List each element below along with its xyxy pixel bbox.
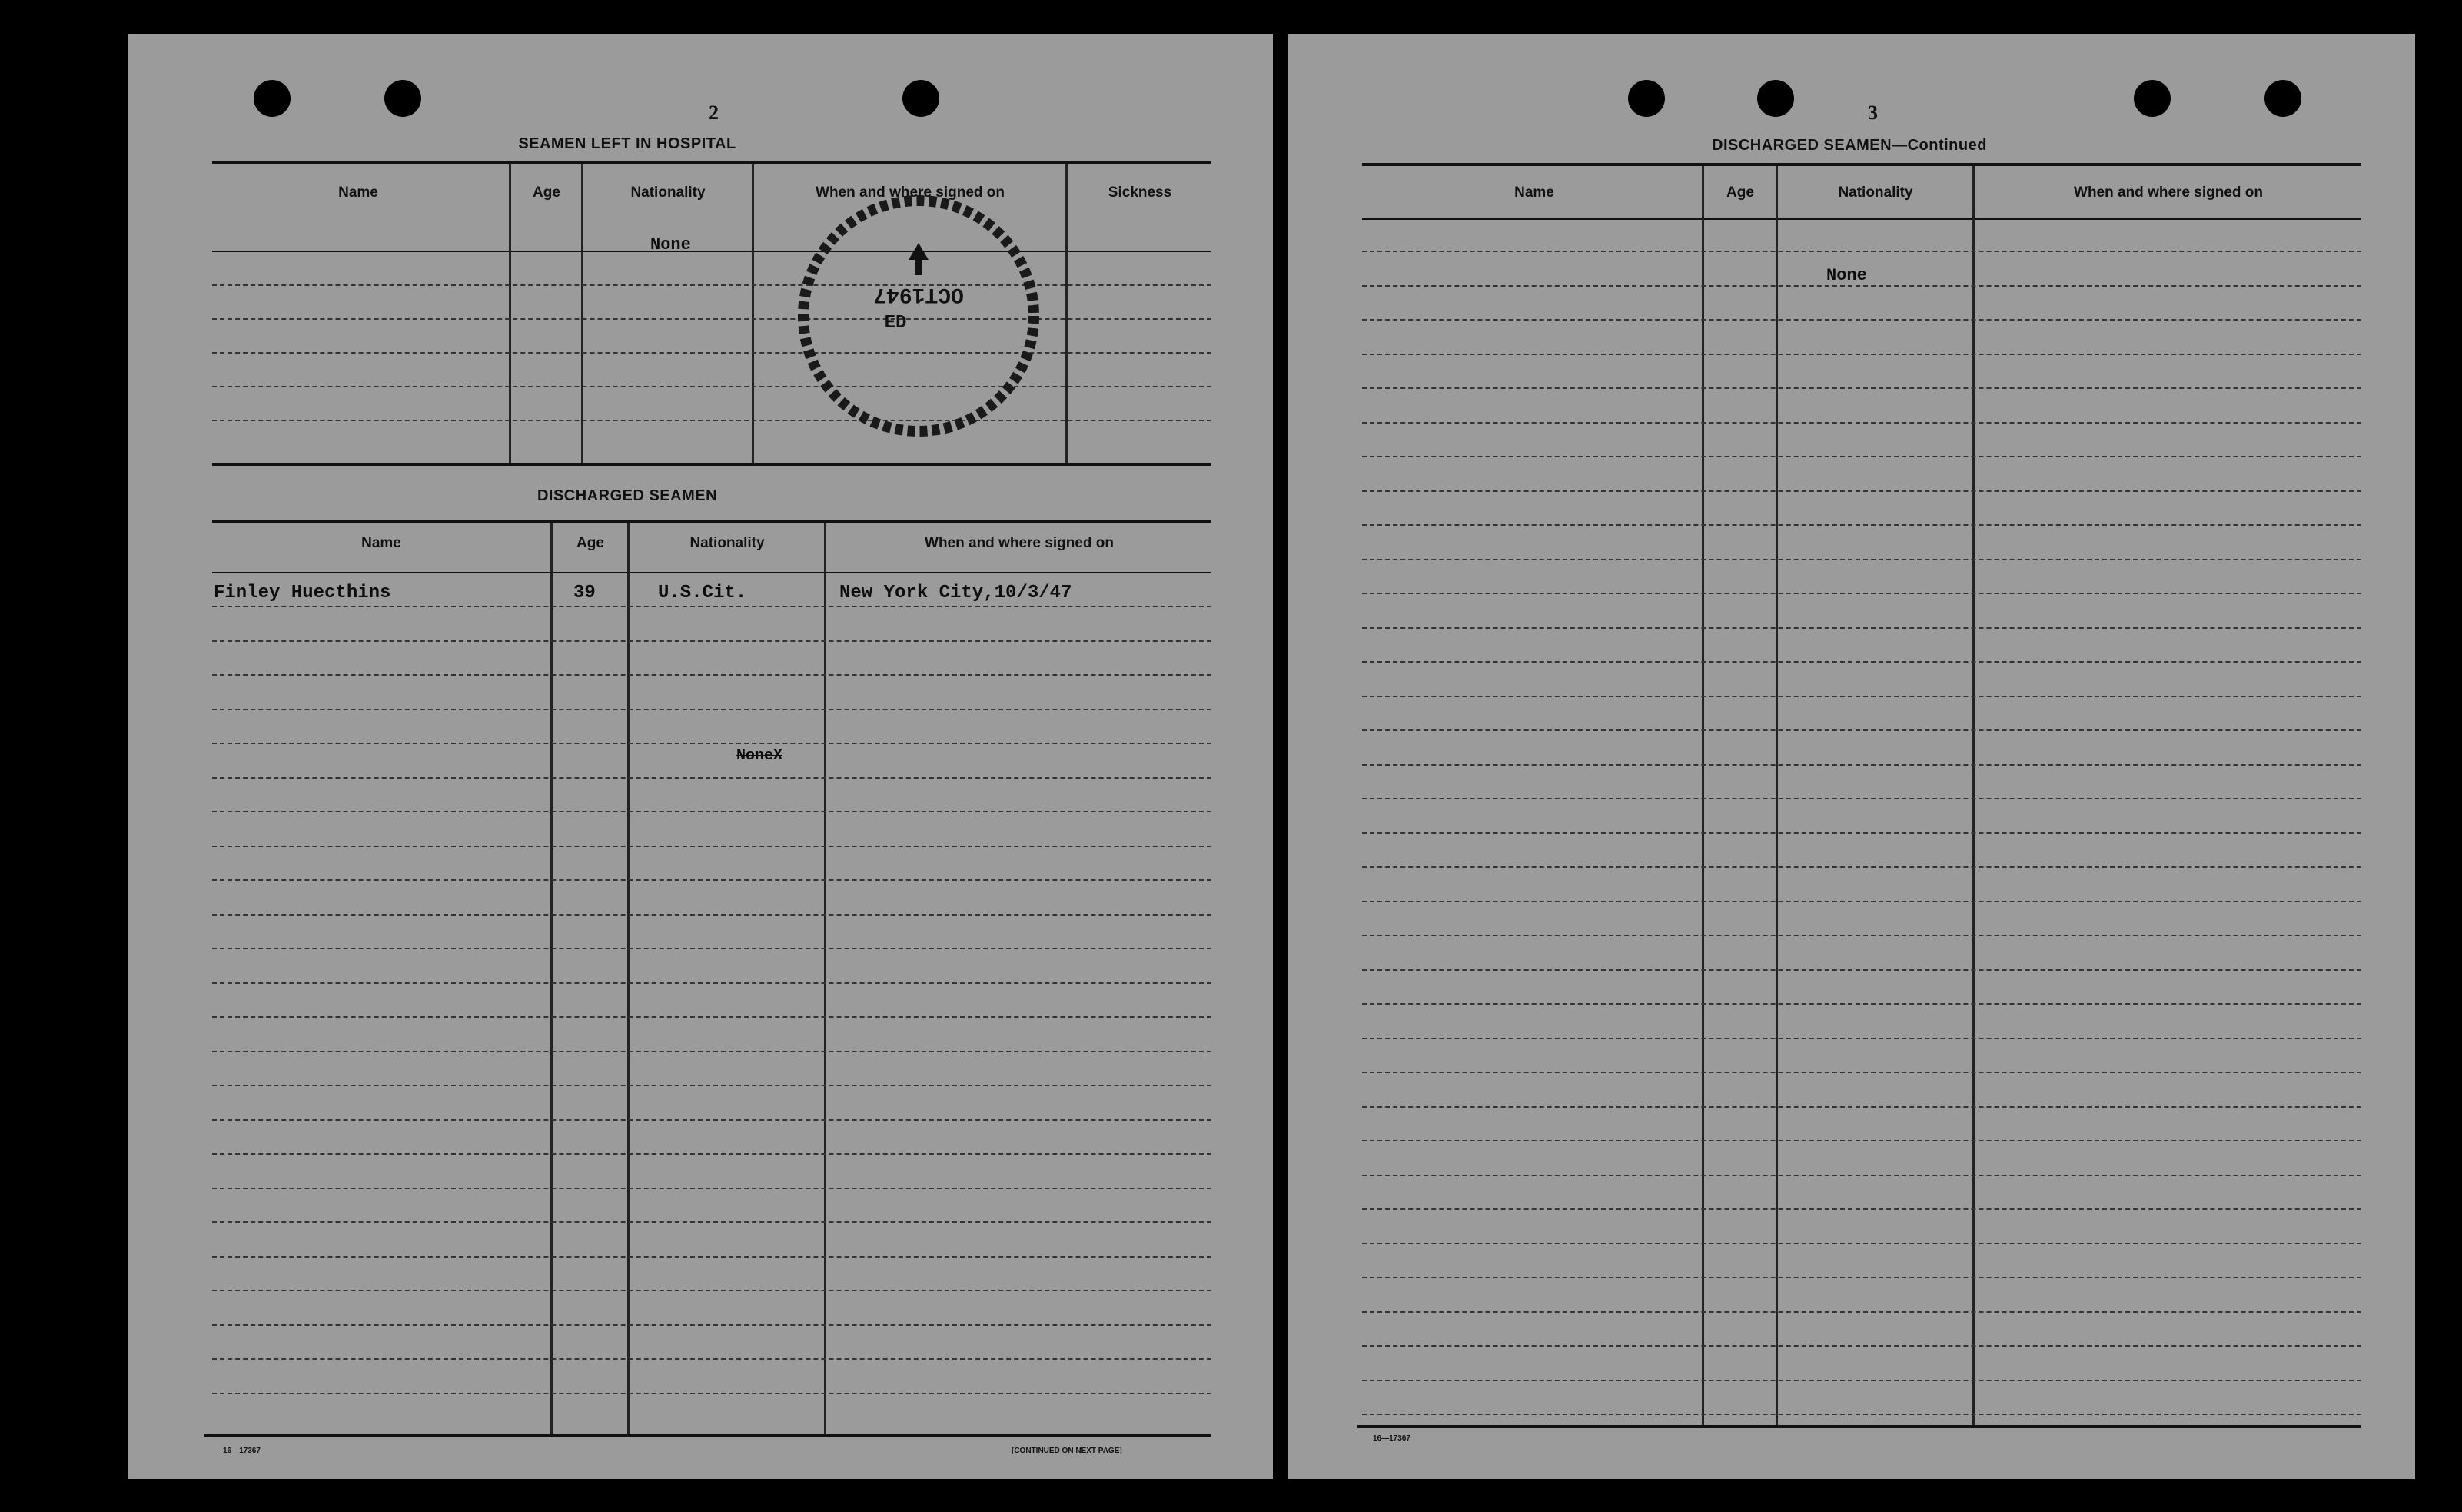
punch-hole xyxy=(384,80,421,117)
row-line xyxy=(1362,354,2361,355)
row-line xyxy=(1362,1003,2361,1005)
row-line xyxy=(1362,764,2361,766)
row-line xyxy=(1362,901,2361,902)
row-line xyxy=(212,1221,1211,1223)
row-line xyxy=(212,743,1211,744)
punch-hole xyxy=(2134,80,2171,117)
col-header-name: Name xyxy=(1514,184,1554,201)
column-divider xyxy=(627,523,630,1434)
table-bottom-rule xyxy=(212,463,1211,466)
header-rule xyxy=(1362,218,2361,220)
column-divider xyxy=(752,164,754,463)
col-header-signed-on: When and where signed on xyxy=(816,184,1005,201)
row-1-signed-on: New York City,10/3/47 xyxy=(839,583,1072,603)
row-line xyxy=(1362,387,2361,389)
col-header-name: Name xyxy=(338,184,378,201)
row-line xyxy=(212,674,1211,676)
col-header-nationality: Nationality xyxy=(689,535,765,551)
row-line xyxy=(1362,866,2361,868)
row-line xyxy=(1362,559,2361,560)
row-line xyxy=(1362,969,2361,971)
punch-hole xyxy=(1628,80,1665,117)
row-line xyxy=(1362,1345,2361,1347)
header-rule xyxy=(212,572,1211,573)
row-line xyxy=(212,1153,1211,1155)
stray-mark: NoneX xyxy=(736,747,783,765)
header-rule xyxy=(212,251,1211,252)
row-line xyxy=(1362,490,2361,492)
row-line xyxy=(1362,1277,2361,1278)
row-line xyxy=(1362,1243,2361,1244)
hospital-entry-none: None xyxy=(650,235,691,254)
row-1-age: 39 xyxy=(573,583,596,603)
left-page xyxy=(128,34,1273,1479)
punch-hole xyxy=(902,80,939,117)
row-line xyxy=(212,777,1211,779)
row-line xyxy=(212,1051,1211,1052)
row-line xyxy=(1362,798,2361,799)
row-line xyxy=(212,640,1211,642)
row-line xyxy=(1362,627,2361,629)
row-line xyxy=(212,1393,1211,1394)
table-top-rule xyxy=(212,161,1211,164)
row-line xyxy=(212,982,1211,984)
section-title-discharged: DISCHARGED SEAMEN xyxy=(537,487,718,504)
row-line xyxy=(212,1358,1211,1360)
row-line xyxy=(212,879,1211,881)
col-header-sickness: Sickness xyxy=(1108,184,1172,201)
column-divider xyxy=(581,164,583,463)
column-divider xyxy=(1065,164,1068,463)
row-line xyxy=(212,386,1211,387)
row-line xyxy=(212,1256,1211,1258)
row-line xyxy=(212,1188,1211,1189)
page-number: 2 xyxy=(709,101,719,124)
col-header-nationality: Nationality xyxy=(1838,184,1913,201)
row-line xyxy=(1362,1140,2361,1141)
right-page xyxy=(1288,34,2415,1479)
column-divider xyxy=(509,164,511,463)
row-line xyxy=(212,914,1211,916)
row-line xyxy=(1362,524,2361,526)
row-line xyxy=(212,1324,1211,1326)
column-divider xyxy=(1972,166,1975,1425)
stamp-arrow xyxy=(909,243,929,260)
row-line xyxy=(212,606,1211,607)
column-divider xyxy=(1702,166,1704,1425)
table-top-rule xyxy=(212,520,1211,523)
row-line xyxy=(212,709,1211,710)
row-line xyxy=(212,284,1211,286)
row-line xyxy=(1362,1414,2361,1415)
row-line xyxy=(1362,1208,2361,1210)
row-line xyxy=(212,1016,1211,1018)
punch-hole xyxy=(2264,80,2301,117)
punch-hole xyxy=(1757,80,1794,117)
column-divider xyxy=(824,523,826,1434)
row-line xyxy=(1362,456,2361,457)
row-line xyxy=(1362,696,2361,697)
row-line xyxy=(1362,1106,2361,1108)
row-line xyxy=(1362,1380,2361,1381)
form-number: 16—17367 xyxy=(223,1447,261,1455)
col-header-signed-on: When and where signed on xyxy=(925,535,1114,551)
section-title-discharged-continued: DISCHARGED SEAMEN—Continued xyxy=(1712,137,1987,154)
row-line xyxy=(1362,1038,2361,1039)
row-line xyxy=(1362,832,2361,834)
row-line xyxy=(212,846,1211,847)
row-line xyxy=(212,420,1211,421)
port-stamp xyxy=(792,189,1045,443)
section-title-hospital: SEAMEN LEFT IN HOSPITAL xyxy=(518,135,736,152)
row-line xyxy=(1362,1175,2361,1176)
row-line xyxy=(1362,729,2361,731)
table-top-rule xyxy=(1362,163,2361,166)
row-line xyxy=(212,318,1211,320)
stamp-letters: ED xyxy=(884,313,907,334)
table-bottom-rule xyxy=(204,1434,1211,1437)
table-bottom-rule xyxy=(1357,1425,2361,1428)
form-number: 16—17367 xyxy=(1373,1434,1410,1443)
stamp-ring xyxy=(803,201,1034,431)
stamp-date: OCT1947 xyxy=(873,282,964,306)
punch-hole xyxy=(254,80,291,117)
row-line xyxy=(1362,593,2361,594)
row-line xyxy=(212,1290,1211,1291)
col-header-name: Name xyxy=(361,535,401,551)
row-line xyxy=(212,352,1211,354)
row-line xyxy=(1362,319,2361,321)
col-header-age: Age xyxy=(533,184,560,201)
row-line xyxy=(212,1085,1211,1086)
col-header-signed-on: When and where signed on xyxy=(2074,184,2263,201)
column-divider xyxy=(1776,166,1778,1425)
col-header-age: Age xyxy=(1726,184,1754,201)
continued-note: [CONTINUED ON NEXT PAGE] xyxy=(1012,1447,1122,1455)
col-header-nationality: Nationality xyxy=(630,184,706,201)
row-line xyxy=(1362,251,2361,252)
row-line xyxy=(1362,1072,2361,1073)
row-1-nationality: U.S.Cit. xyxy=(658,583,747,603)
column-divider xyxy=(550,523,553,1434)
discharged-entry-none: None xyxy=(1826,266,1867,285)
row-1-name: Finley Huecthins xyxy=(214,583,391,603)
row-line xyxy=(212,948,1211,949)
row-line xyxy=(212,811,1211,812)
row-line xyxy=(1362,661,2361,663)
stamp-arrow-stem xyxy=(915,258,922,275)
row-line xyxy=(1362,422,2361,424)
row-line xyxy=(1362,935,2361,936)
col-header-age: Age xyxy=(576,535,604,551)
row-line xyxy=(212,1119,1211,1121)
row-line xyxy=(1362,1311,2361,1313)
page-number: 3 xyxy=(1868,101,1878,124)
